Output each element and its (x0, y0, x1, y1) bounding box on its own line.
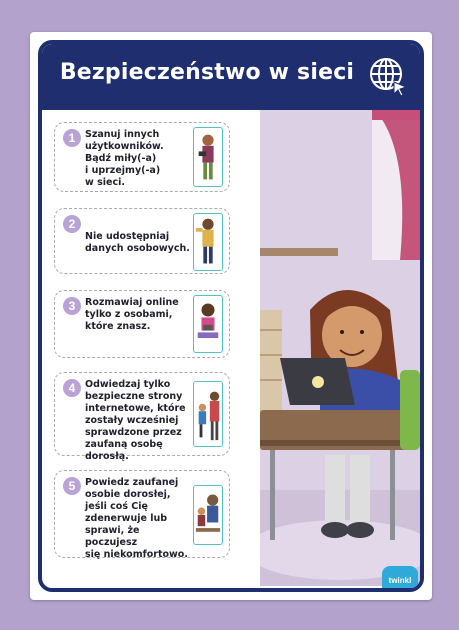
tip-4-illustration (193, 381, 223, 447)
globe-cursor-icon (366, 54, 410, 98)
tip-card-2 (54, 208, 230, 274)
tip-number-badge: 2 (63, 215, 81, 233)
poster (30, 32, 432, 600)
tip-5-illustration (193, 485, 223, 545)
tip-3-illustration (193, 295, 223, 353)
tip-card-1 (54, 122, 230, 192)
tip-text: Nie udostępniaj danych osobowych. (85, 231, 190, 254)
tip-text: Rozmawiaj online tylko z osobami, które znasz. (85, 297, 179, 332)
tip-number-badge: 5 (63, 477, 81, 495)
tip-card-3 (54, 290, 230, 358)
tip-card-5 (54, 470, 230, 558)
tip-text: Odwiedzaj tylko bezpieczne strony internetowe, które zostały wcześniej sprawdzone przez zaufaną osobę dorosłą. (85, 379, 186, 462)
girl-with-laptop-illustration (260, 110, 420, 586)
twinkl-logo: twinkl (382, 566, 418, 592)
tip-number-badge: 4 (63, 379, 81, 397)
tip-text: Szanuj innych użytkowników. Bądź miły(-a) i uprzejmy(-a) w sieci. (85, 129, 164, 188)
tip-number-badge: 1 (63, 129, 81, 147)
tip-text: Powiedz zaufanej osobie dorosłej, jeśli coś Cię zdenerwuje lub sprawi, że poczujesz się niekomfortowo. (85, 477, 188, 560)
header-bar (42, 44, 420, 110)
poster-title: Bezpieczeństwo w sieci (59, 60, 355, 85)
poster-frame (38, 40, 424, 592)
tip-1-illustration (193, 127, 223, 187)
tip-number-badge: 3 (63, 297, 81, 315)
tip-card-4 (54, 372, 230, 462)
tip-2-illustration (193, 213, 223, 271)
